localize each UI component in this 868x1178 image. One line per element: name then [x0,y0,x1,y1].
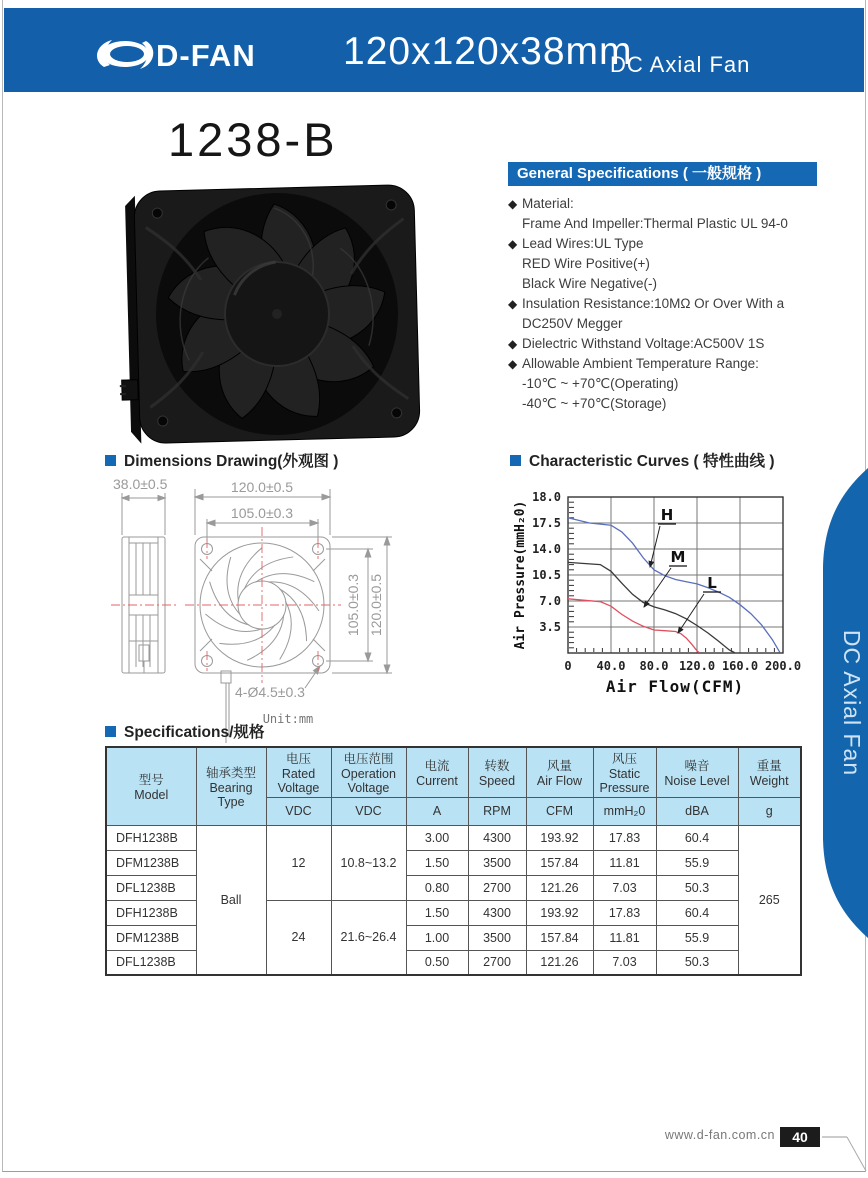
col-header-airflow: 风量 Air Flow [526,747,593,797]
svg-text:14.0: 14.0 [532,542,561,556]
cell-current: 1.50 [406,850,468,875]
spec-line: Black Wire Negative(-) [522,276,658,291]
cell-pressure: 11.81 [593,925,656,950]
spec-line: ◆ Material: [508,194,853,214]
cell-airflow: 121.26 [526,875,593,900]
cell-noise: 50.3 [656,875,738,900]
cell-speed: 3500 [468,850,526,875]
spec-line: Frame And Impeller:Thermal Plastic UL 94-0 [522,216,788,231]
col-header-noise: 噪音 Noise Level [656,747,738,797]
col-header-speed: 转数 Speed [468,747,526,797]
spec-line: DC250V Megger [522,316,623,331]
cell-speed: 2700 [468,950,526,975]
dim-hole-pitch-v-label: 105.0±0.3 [345,573,361,637]
col-header-operation-voltage: 电压范围 Operation Voltage [331,747,406,797]
col-header-rated-voltage: 电压 Rated Voltage [266,747,331,797]
cell-noise: 50.3 [656,950,738,975]
diamond-bullet: ◆ [508,337,518,351]
cell-speed: 4300 [468,825,526,850]
cell-voltage-range: 21.6~26.4 [331,900,406,975]
cell-speed: 4300 [468,900,526,925]
cell-pressure: 11.81 [593,850,656,875]
cell-model: DFL1238B [106,875,196,900]
cell-model: DFH1238B [106,900,196,925]
cell-speed: 3500 [468,925,526,950]
dimensions-heading: Dimensions Drawing(外观图 ) [105,449,338,471]
cell-noise: 60.4 [656,825,738,850]
cell-pressure: 17.83 [593,900,656,925]
table-row [106,825,801,850]
footer-decoration [600,1120,868,1178]
cell-noise: 60.4 [656,900,738,925]
unit-mmh2o: mmH₂0 [593,797,656,825]
svg-text:3.5: 3.5 [539,620,561,634]
blue-square-bullet [105,726,116,737]
curves-heading: Characteristic Curves ( 特性曲线 ) [510,449,775,471]
cell-model: DFL1238B [106,950,196,975]
svg-text:0: 0 [564,659,572,673]
col-header-bearing: 轴承类型 Bearing Type [196,747,266,825]
general-specs-title-bar: General Specifications ( 一般规格 ) [508,162,817,186]
cell-pressure: 7.03 [593,950,656,975]
svg-text:160.0: 160.0 [721,659,759,673]
cell-rated-voltage: 24 [266,900,331,975]
cell-pressure: 7.03 [593,875,656,900]
cell-model: DFM1238B [106,850,196,875]
cell-bearing: Ball [196,825,266,975]
cell-current: 0.80 [406,875,468,900]
characteristic-curves-chart [510,483,855,718]
diamond-bullet: ◆ [508,197,518,211]
cell-current: 3.00 [406,825,468,850]
unit-rpm: RPM [468,797,526,825]
product-model-title: 1238-B [168,113,338,166]
spec-table [105,746,802,976]
svg-text:17.5: 17.5 [532,516,561,530]
cell-airflow: 193.92 [526,825,593,850]
spec-line: ◆ Insulation Resistance:10MΩ Or Over With a [508,294,853,314]
cell-rated-voltage: 12 [266,825,331,900]
cell-voltage-range: 10.8~13.2 [331,825,406,900]
chart-x-axis-title: Air Flow(CFM) [605,677,745,696]
cell-airflow: 157.84 [526,850,593,875]
blue-square-bullet [510,455,521,466]
diamond-bullet: ◆ [508,297,518,311]
general-specs-list [508,194,853,414]
cell-current: 1.50 [406,900,468,925]
svg-text:200.0: 200.0 [764,659,802,673]
cell-airflow: 193.92 [526,900,593,925]
unit-vdc: VDC [331,797,406,825]
spec-line: -40℃ ~ +70℃(Storage) [522,396,667,411]
chart-y-axis-title: Air Pressure(mmH₂0) [513,500,528,650]
diamond-bullet: ◆ [508,357,518,371]
spec-line: RED Wire Positive(+) [522,256,650,271]
spec-line: ◆ Dielectric Withstand Voltage:AC500V 1S [508,334,853,354]
spec-table-heading: Specifications/规格 [105,720,264,742]
unit-a: A [406,797,468,825]
cell-speed: 2700 [468,875,526,900]
header-product-text: DC Axial Fan [610,52,751,77]
cell-model: DFM1238B [106,925,196,950]
dim-height-label: 120.0±0.5 [368,573,384,637]
cell-current: 1.00 [406,925,468,950]
unit-vdc: VDC [266,797,331,825]
svg-text:80.0: 80.0 [639,659,669,673]
brand-name: D-FAN [156,38,256,73]
svg-text:10.5: 10.5 [532,568,561,582]
cell-pressure: 17.83 [593,825,656,850]
spec-line: -10℃ ~ +70℃(Operating) [522,376,679,391]
blue-square-bullet [105,455,116,466]
unit-dba: dBA [656,797,738,825]
dim-holes-label: 4-Ø4.5±0.3 [235,684,305,700]
dim-unit-label: Unit:mm [262,712,314,726]
dim-width-label: 120.0±0.5 [230,479,294,495]
side-tab [810,462,868,944]
unit-cfm: CFM [526,797,593,825]
cell-current: 0.50 [406,950,468,975]
svg-text:40.0: 40.0 [596,659,626,673]
footer-url[interactable]: www.d-fan.com.cn [664,1128,775,1142]
header-size-text: 120x120x38mm [343,30,633,73]
side-tab-label: DC Axial Fan [839,629,865,777]
cell-model: DFH1238B [106,825,196,850]
fan-photo [118,158,442,452]
footer-page-number: 40 [780,1127,820,1147]
svg-text:M: M [670,548,686,566]
cell-airflow: 121.26 [526,950,593,975]
cell-noise: 55.9 [656,850,738,875]
cell-noise: 55.9 [656,925,738,950]
svg-text:7.0: 7.0 [539,594,561,608]
unit-g: g [738,797,801,825]
dim-hole-pitch-label: 105.0±0.3 [230,505,294,521]
col-header-pressure: 风压 Static Pressure [593,747,656,797]
svg-text:120.0: 120.0 [678,659,716,673]
cell-weight: 265 [738,825,801,975]
spec-line: ◆ Allowable Ambient Temperature Range: [508,354,853,374]
col-header-weight: 重量 Weight [738,747,801,797]
diamond-bullet: ◆ [508,237,518,251]
col-header-current: 电流 Current [406,747,468,797]
svg-text:H: H [660,506,674,524]
svg-text:L: L [707,574,717,592]
col-header-model: 型号 Model [106,747,196,825]
header-bar [4,8,864,92]
spec-line: ◆ Lead Wires:UL Type [508,234,853,254]
svg-text:18.0: 18.0 [532,490,561,504]
dim-depth-label: 38.0±0.5 [113,476,168,492]
dfan-logo-icon [94,34,158,76]
cell-airflow: 157.84 [526,925,593,950]
